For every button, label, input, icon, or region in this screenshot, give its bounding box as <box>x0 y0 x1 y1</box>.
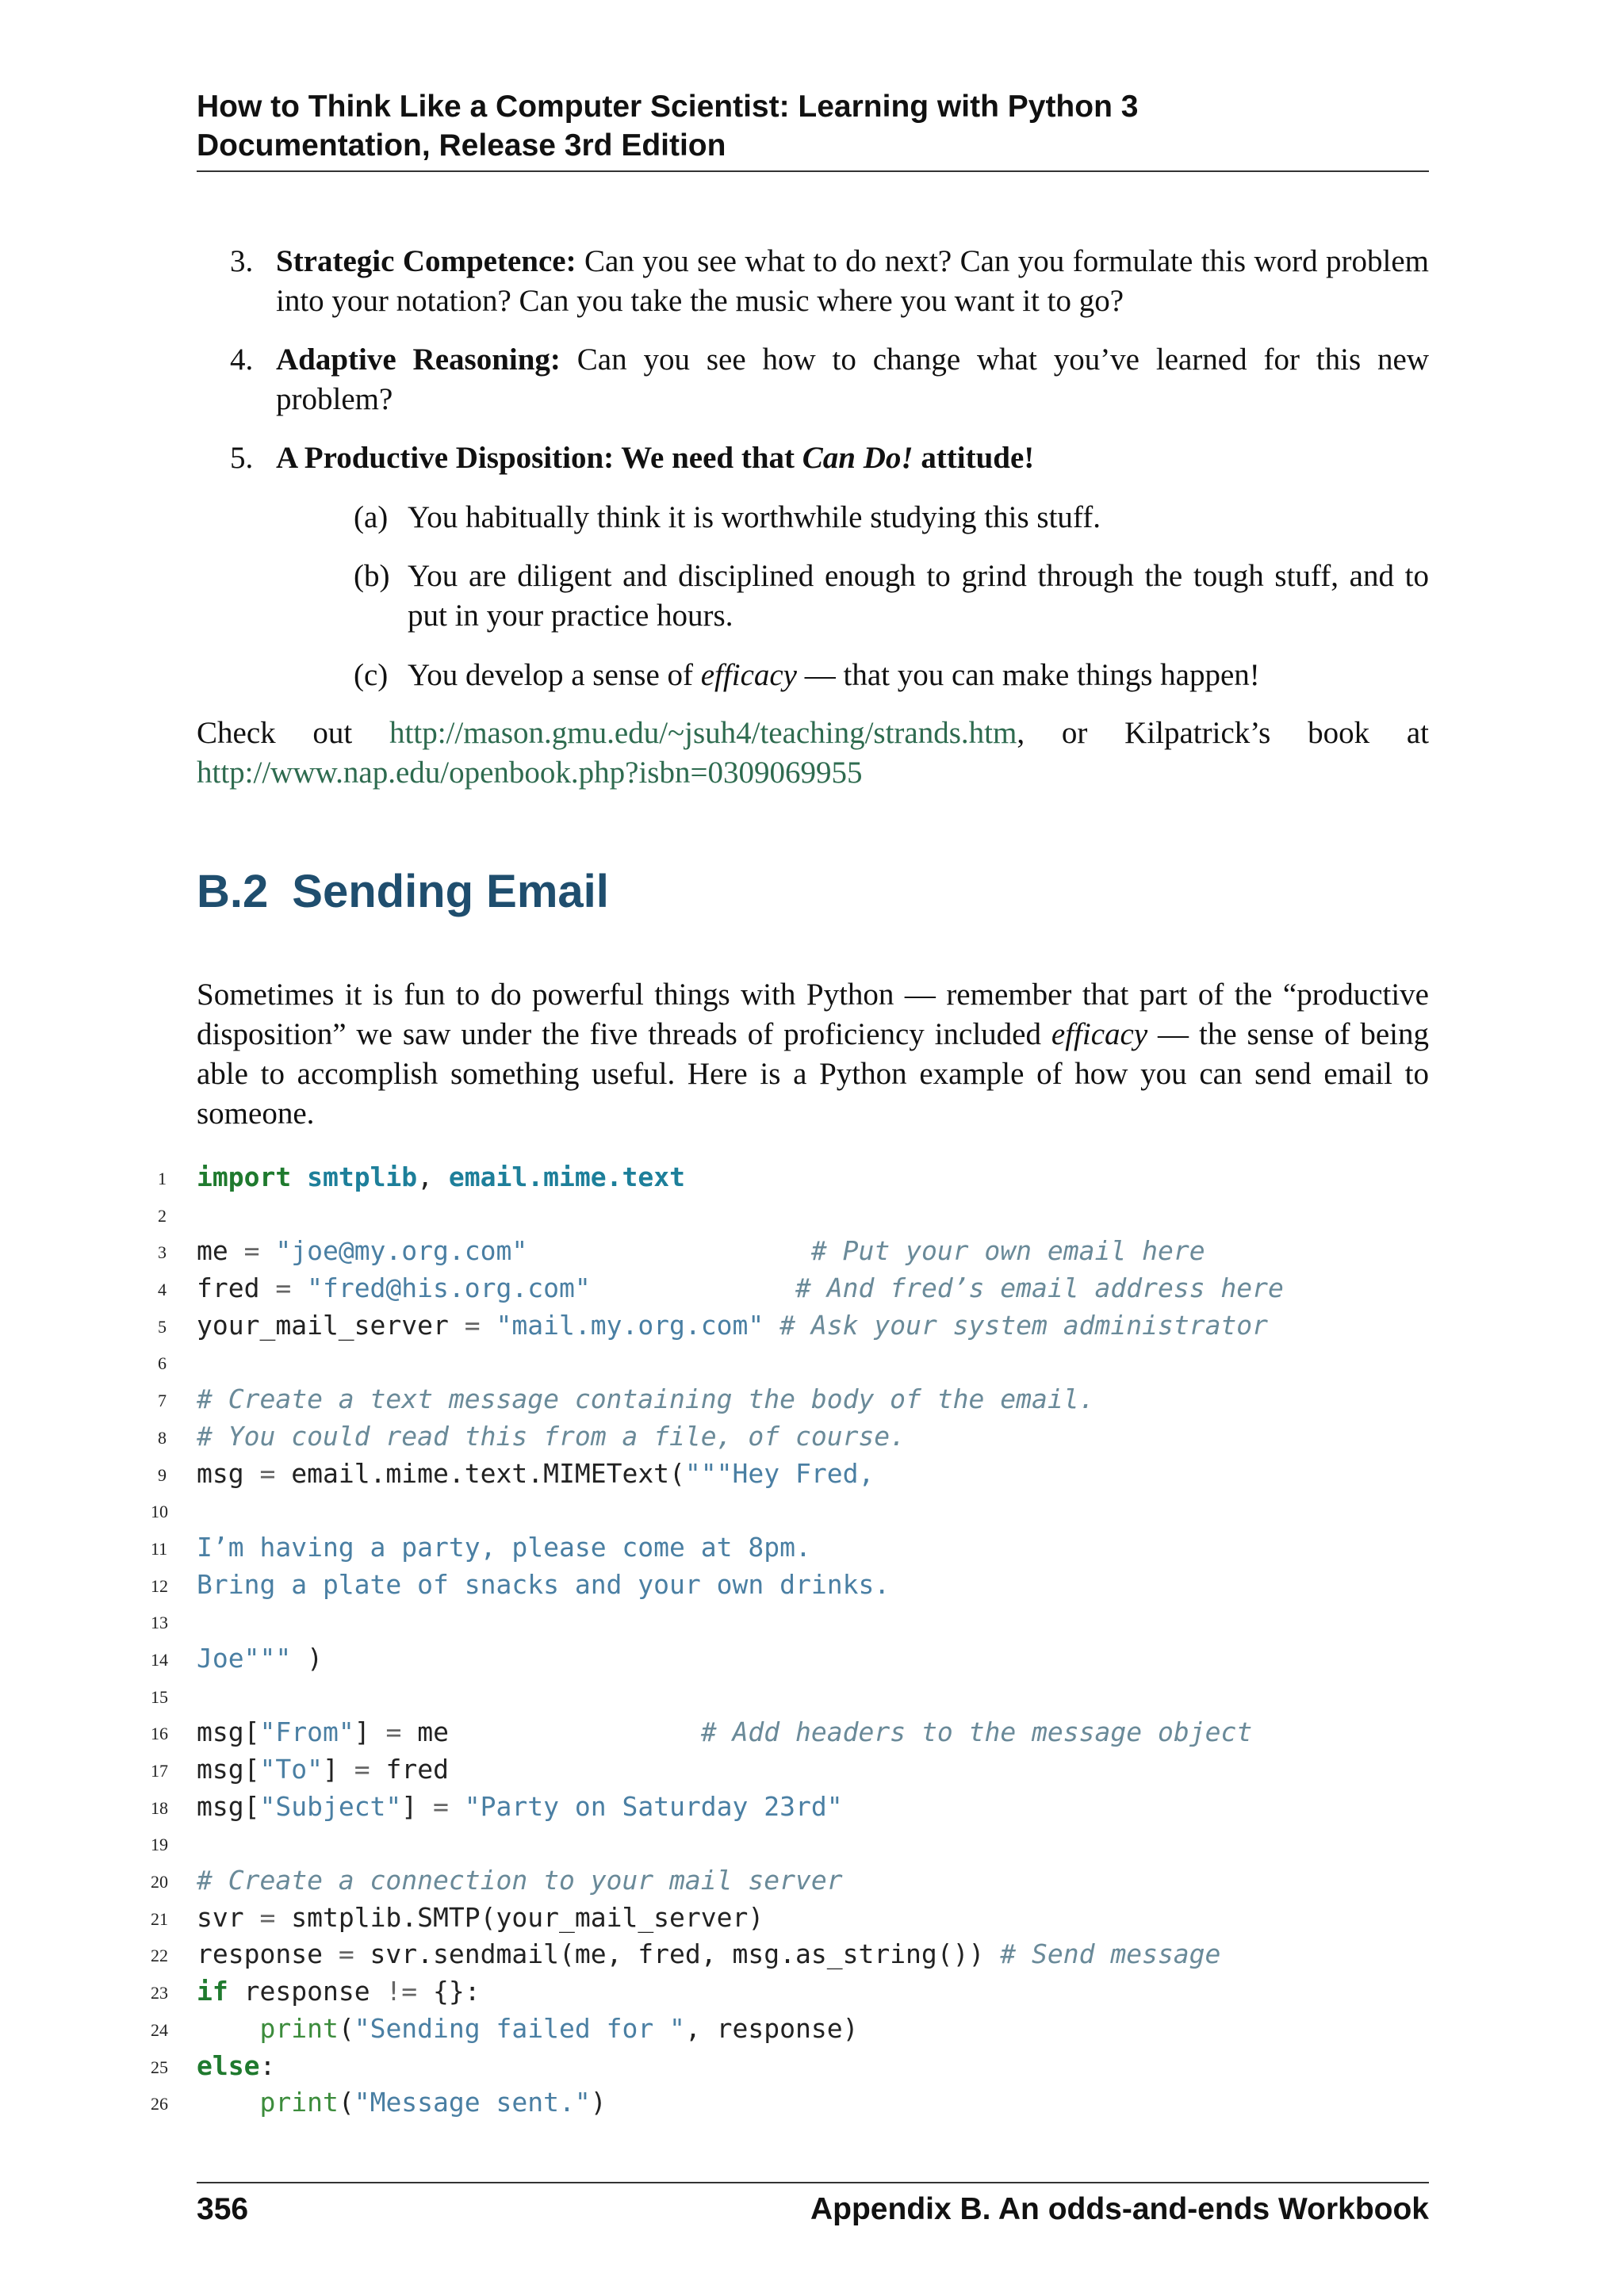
sub-item-emphasis: efficacy <box>700 658 797 692</box>
section-title: Sending Email <box>292 866 609 917</box>
code-token: = <box>275 1272 292 1304</box>
section-heading <box>197 864 609 920</box>
code-padding <box>591 1272 795 1303</box>
code-line <box>151 1678 1435 1715</box>
code-token: me <box>401 1716 449 1748</box>
code-token: """Hey Fred, <box>684 1457 875 1489</box>
strand-label-emphasis: Can Do! <box>802 441 914 475</box>
header-title-line-2: Documentation, Release 3rd Edition <box>197 128 726 163</box>
code-indent <box>197 2087 259 2118</box>
code-token: import <box>197 1161 292 1192</box>
code-line <box>151 1270 1435 1307</box>
code-token: I’m having a party, please come at 8pm. <box>197 1531 811 1563</box>
line-number: 16 <box>151 1724 168 1744</box>
list-number: 3. <box>230 244 254 278</box>
line-number: 21 <box>151 1908 168 1929</box>
line-number: 11 <box>151 1538 168 1559</box>
code-token: ( <box>338 2087 354 2118</box>
line-number: 24 <box>151 2019 168 2040</box>
code-token: Joe""" <box>197 1642 292 1674</box>
line-number: 10 <box>151 1502 168 1522</box>
strand-item-4 <box>230 340 1429 419</box>
line-number: 19 <box>151 1835 168 1855</box>
line-number: 17 <box>151 1761 168 1781</box>
sub-list-marker: (b) <box>354 559 390 593</box>
text-book: book <box>1308 716 1370 750</box>
code-token: your_mail_server <box>197 1309 465 1341</box>
sub-item-text: You habitually think it is worthwhile studying this stuff. <box>408 500 1101 534</box>
code-token: me <box>197 1235 244 1267</box>
section-number: B.2 <box>197 866 269 917</box>
code-comment: # And fred’s email address here <box>795 1272 1284 1304</box>
code-token: "Subject" <box>259 1790 402 1822</box>
code-line <box>151 1529 1435 1567</box>
running-header <box>197 87 1429 165</box>
disposition-item-a <box>354 498 1429 538</box>
code-token: "Message sent." <box>354 2087 591 2118</box>
line-number: 18 <box>151 1797 168 1818</box>
code-token: svr <box>197 1901 260 1933</box>
code-padding <box>449 1716 701 1747</box>
code-line <box>151 2084 1435 2122</box>
code-line <box>151 1900 1435 1937</box>
nap-openbook-link[interactable]: http://www.nap.edu/openbook.php?isbn=0309069955 <box>197 756 863 790</box>
code-token: email.mime.text.MIMEText( <box>275 1457 685 1489</box>
intro-text: Sometimes it is fun to do powerful things with Python — remember that part of the “productive disposition” we saw under the five threads of proficiency included <box>197 978 1429 1051</box>
code-token: print <box>259 2087 339 2118</box>
code-token: , <box>417 1161 449 1192</box>
code-token: = <box>243 1235 260 1267</box>
code-token: smtplib.SMTP(your_mail_server) <box>275 1901 764 1933</box>
code-token: fred <box>197 1272 276 1304</box>
code-comment: # Ask your system administrator <box>779 1309 1269 1341</box>
code-token: msg <box>197 1457 260 1489</box>
code-line <box>151 1567 1435 1604</box>
code-token: , response) <box>684 2012 859 2044</box>
disposition-item-b <box>354 557 1429 636</box>
code-token: "From" <box>259 1716 354 1748</box>
text-kilpatricks: Kilpatrick’s <box>1124 716 1271 750</box>
code-padding <box>764 1310 779 1341</box>
code-token: msg[ <box>197 1790 260 1822</box>
line-number: 22 <box>151 1946 168 1966</box>
footer-rule <box>197 2182 1429 2183</box>
code-line <box>151 1603 1435 1640</box>
code-token: print <box>259 2012 339 2044</box>
text-at: at <box>1406 716 1429 750</box>
sub-item-text: You are diligent and disciplined enough to grind through the tough stuff, and to put in your practice hours. <box>408 559 1429 633</box>
code-token: "mail.my.org.com" <box>480 1309 764 1341</box>
intro-text-tail: — the sense of being able to accomplish something useful. Here is a Python example of how you can send email to someone. <box>197 1017 1429 1131</box>
sub-list-marker: (c) <box>354 658 389 692</box>
code-comment: # Send message <box>1000 1938 1221 1970</box>
code-token: msg[ <box>197 1754 260 1785</box>
code-token: ) <box>590 2087 607 2118</box>
text-check: Check <box>197 716 276 750</box>
text-out: out <box>312 716 353 750</box>
code-token: Bring a plate of snacks and your own drinks. <box>197 1568 891 1600</box>
code-token: = <box>259 1901 276 1933</box>
code-token: = <box>464 1309 481 1341</box>
code-line <box>151 1492 1435 1529</box>
code-line <box>151 1862 1435 1900</box>
code-comment: # You could read this from a file, of course. <box>197 1420 906 1452</box>
code-line <box>151 1751 1435 1789</box>
strand-item-3 <box>230 242 1429 321</box>
code-token: ( <box>338 2012 354 2044</box>
strand-label-tail: attitude! <box>913 441 1035 475</box>
code-token: fred <box>370 1754 449 1785</box>
code-token: if <box>197 1976 228 2007</box>
strand-item-5 <box>230 438 1429 478</box>
code-token: response <box>197 1938 339 1970</box>
text-or: or <box>1061 716 1088 750</box>
code-indent <box>197 2013 259 2044</box>
strands-link[interactable]: http://mason.gmu.edu/~jsuh4/teaching/strands.htm <box>389 716 1017 750</box>
line-number: 20 <box>151 1872 168 1892</box>
code-line <box>151 2048 1435 2085</box>
code-comment: # Put your own email here <box>810 1235 1205 1267</box>
sub-item-text: You develop a sense of <box>408 658 701 692</box>
header-title-line-1: How to Think Like a Computer Scientist: Learning with Python 3 <box>197 90 1139 124</box>
code-line <box>151 1344 1435 1381</box>
code-token: else <box>197 2049 260 2081</box>
line-number: 6 <box>158 1353 167 1374</box>
code-line <box>151 1936 1435 1973</box>
disposition-item-c <box>354 656 1429 695</box>
code-token: {}: <box>417 1976 481 2007</box>
intro-paragraph <box>197 975 1429 1134</box>
line-number: 26 <box>151 2094 168 2114</box>
code-token: ) <box>291 1642 323 1674</box>
code-token: = <box>433 1790 449 1822</box>
intro-emphasis: efficacy <box>1051 1017 1148 1051</box>
code-token: smtplib <box>307 1161 418 1192</box>
line-number: 3 <box>158 1242 167 1263</box>
code-token: : <box>259 2049 276 2081</box>
line-number: 25 <box>151 2057 168 2077</box>
strand-text: Can you see what to do next? Can you formulate this word problem into your notation? Can you take the music where you want it to go? <box>276 244 1429 318</box>
sub-list-marker: (a) <box>354 500 389 534</box>
code-listing <box>151 1159 1435 2122</box>
line-number: 2 <box>158 1205 167 1226</box>
line-number: 13 <box>151 1613 168 1633</box>
line-number: 7 <box>158 1391 167 1411</box>
code-line <box>151 1159 1435 1196</box>
code-line <box>151 1973 1435 2011</box>
code-token: = <box>259 1457 276 1489</box>
code-line <box>151 1640 1435 1678</box>
code-line <box>151 2011 1435 2048</box>
sub-item-text-tail: — that you can make things happen! <box>797 658 1260 692</box>
list-number: 5. <box>230 441 254 475</box>
code-comment: # Add headers to the message object <box>700 1716 1253 1748</box>
strand-label: Strategic Competence: <box>276 244 576 278</box>
code-padding <box>527 1235 811 1266</box>
code-line <box>151 1418 1435 1456</box>
code-token: ] <box>354 1716 386 1748</box>
line-number: 12 <box>151 1575 168 1596</box>
line-number: 5 <box>158 1316 167 1337</box>
code-line <box>151 1196 1435 1234</box>
line-number: 14 <box>151 1649 168 1670</box>
code-line <box>151 1381 1435 1418</box>
code-token: "fred@his.org.com" <box>291 1272 591 1304</box>
line-number: 1 <box>158 1169 167 1188</box>
code-line <box>151 1714 1435 1751</box>
line-number: 23 <box>151 1983 168 2003</box>
strand-label: Adaptive Reasoning: <box>276 342 561 377</box>
line-number: 9 <box>158 1464 167 1485</box>
code-token: "Party on Saturday 23rd" <box>448 1790 843 1822</box>
code-line <box>151 1456 1435 1493</box>
code-token: "Sending failed for " <box>354 2012 685 2044</box>
code-line <box>151 1307 1435 1345</box>
references-paragraph <box>197 714 1429 793</box>
code-token: email.mime.text <box>448 1161 685 1192</box>
running-footer <box>197 2190 1429 2229</box>
header-rule <box>197 170 1429 172</box>
code-line <box>151 1789 1435 1826</box>
strand-text: Can you see how to change what you’ve learned for this new problem? <box>276 342 1429 416</box>
strand-label: A Productive Disposition: We need that <box>276 441 802 475</box>
chapter-title: Appendix B. An odds-and-ends Workbook <box>810 2192 1429 2226</box>
code-token: = <box>354 1754 370 1785</box>
page-number: 356 <box>197 2192 249 2226</box>
code-comment: # Create a text message containing the body of the email. <box>197 1383 1095 1415</box>
code-token: ] <box>322 1754 354 1785</box>
code-comment: # Create a connection to your mail server <box>197 1865 843 1896</box>
text-comma: , <box>1017 716 1025 750</box>
line-number: 15 <box>151 1686 168 1707</box>
code-token: = <box>385 1716 402 1748</box>
code-token: != <box>385 1976 418 2007</box>
line-number: 4 <box>158 1280 167 1300</box>
code-token: msg[ <box>197 1716 260 1748</box>
code-line <box>151 1825 1435 1862</box>
line-number: 8 <box>158 1427 167 1448</box>
code-token: "joe@my.org.com" <box>259 1235 528 1267</box>
code-token: "To" <box>259 1754 323 1785</box>
code-token: = <box>338 1938 354 1970</box>
list-number: 4. <box>230 342 254 377</box>
code-token: ] <box>401 1790 434 1822</box>
code-token: response <box>228 1976 386 2007</box>
code-line <box>151 1233 1435 1270</box>
code-token: svr.sendmail(me, fred, msg.as_string()) <box>354 1938 1001 1970</box>
